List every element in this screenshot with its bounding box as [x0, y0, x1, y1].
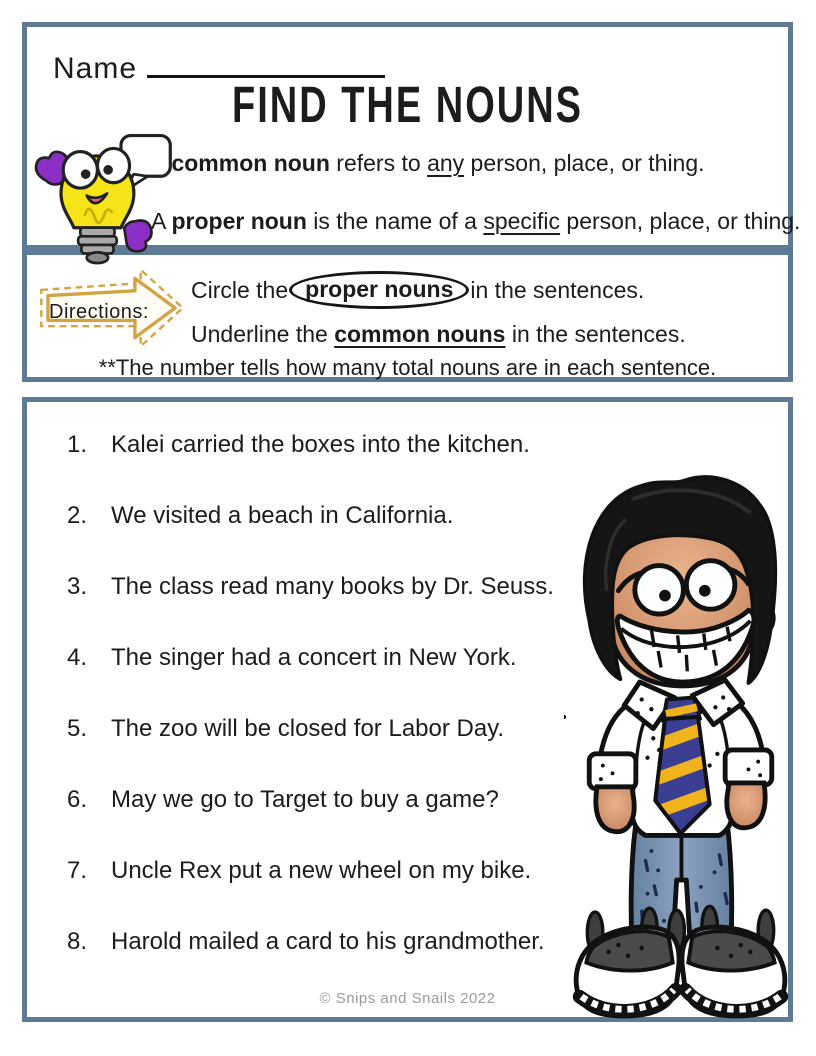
sentence-item: 6. May we go to Target to buy a game? — [67, 786, 499, 813]
directions-note: **The number tells how many total nouns are in each sentence. — [98, 355, 717, 380]
page-title: FIND THE NOUNS — [232, 77, 583, 135]
lightbulb-character-icon — [31, 129, 181, 275]
sentence-item: 2. We visited a beach in California. — [67, 502, 454, 529]
sentence-item: 5. The zoo will be closed for Labor Day. — [67, 715, 505, 742]
noun-definitions — [151, 149, 800, 265]
sentence-item: 4. The singer had a concert in New York. — [67, 644, 517, 671]
proper-noun-definition: A proper noun is the name of a specific person, place, or thing. — [151, 208, 801, 234]
sentence-item: 3. The class read many books by Dr. Seuss. — [67, 573, 554, 600]
sentence-item: 7. Uncle Rex put a new wheel on my bike. — [67, 857, 532, 884]
sentence-item: 1. Kalei carried the boxes into the kitchen. — [67, 431, 530, 458]
directions-underline-instruction: Underline the common nouns in the sentences. — [191, 321, 686, 347]
name-label: Name — [53, 52, 138, 85]
sentence-item: 8. Harold mailed a card to his grandmother. — [67, 928, 545, 955]
circled-proper-nouns: proper nouns — [289, 271, 469, 309]
directions-circle-instruction: Circle the proper nouns in the sentences. — [191, 271, 686, 309]
header-box — [22, 22, 801, 250]
common-noun-definition: common noun refers to any person, place, or thing. — [171, 150, 705, 176]
directions-arrow-icon — [33, 265, 191, 351]
boy-character-icon — [564, 466, 797, 1032]
copyright-credit: © Snips and Snails 2022 — [319, 990, 496, 1007]
directions-label: Directions: — [49, 301, 149, 323]
directions-lines — [191, 271, 686, 348]
name-blank-line — [147, 49, 385, 78]
sentence-list — [67, 430, 554, 957]
